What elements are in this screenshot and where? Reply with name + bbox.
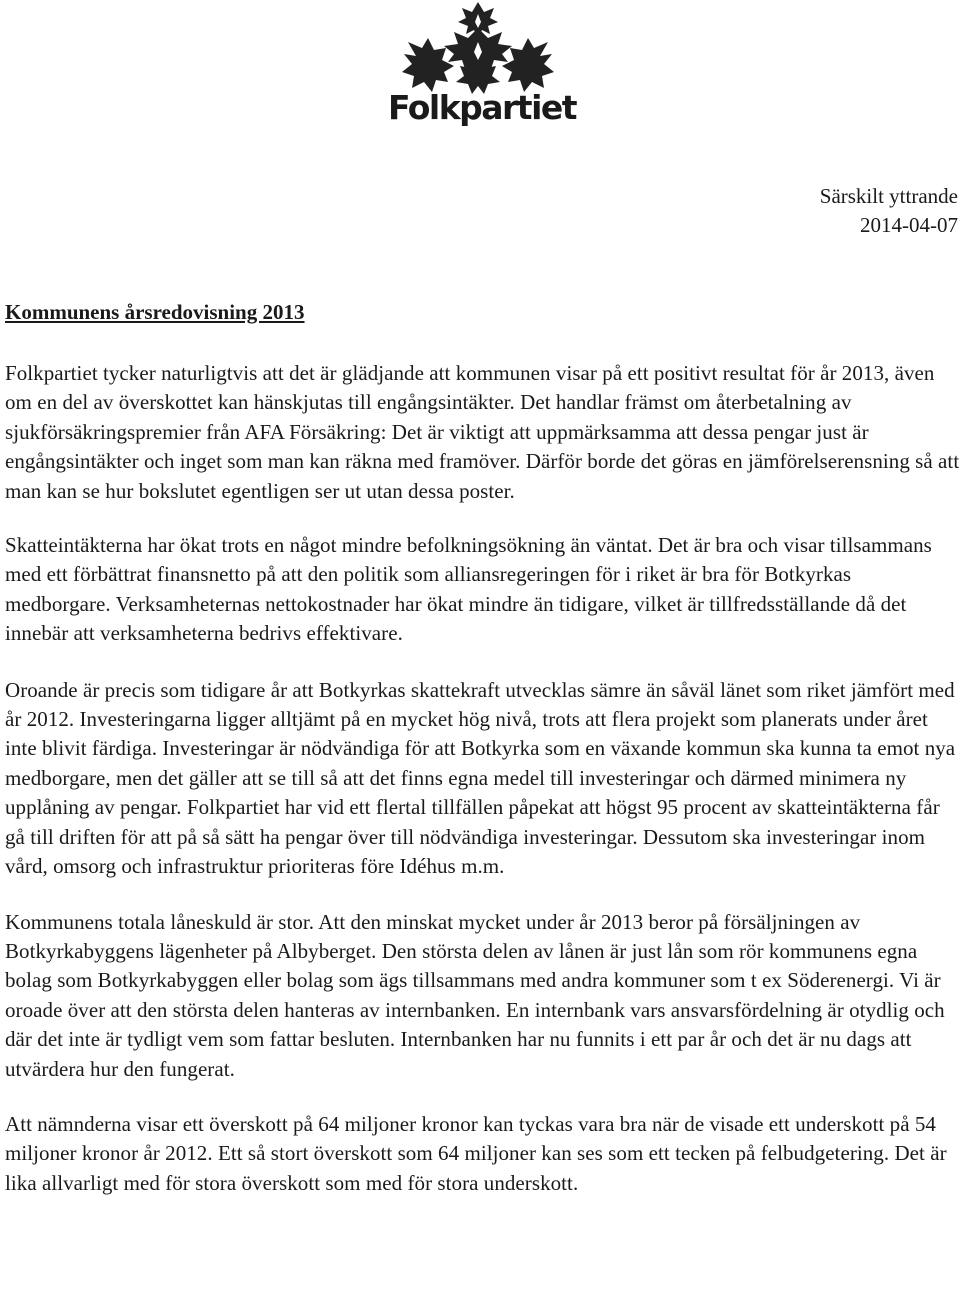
document-date: 2014-04-07 — [860, 213, 958, 237]
paragraph-committee-surplus: Att nämnderna visar ett överskott på 64 miljoner kronor kan tyckas vara bra när de visade ett underskott på 54 miljoner kronor år 2012. Ett så stort överskott som 64 miljoner kan ses som ett tecken på felbudgetering. Det är lika allvarligt med för stora överskott som med för stora underskott. — [5, 1111, 947, 1195]
document-body — [5, 359, 960, 1224]
logo-wordmark: Folkpartiet — [388, 88, 577, 127]
paragraph-results: Folkpartiet tycker naturligtvis att det är glädjande att kommunen visar på ett positivt resultat för år 2013, även om en del av överskottet kan hänskjutas till engångsintäkter. Det handlar främst om återbetalning av sjukförsäkringspremier från AFA Försäkring: Det är viktigt att uppmärksamma att dessa pengar just är engångsintäkter och inget som man kan räkna med framöver. Därför borde det göras en jämförelserensning så att man kan se hur bokslutet egentligen ser ut utan dessa poster. — [5, 361, 960, 503]
document-meta — [820, 182, 958, 240]
paragraph-tax-revenue: Skatteintäkterna har ökat trots en något mindre befolkningsökning än väntat. Det är bra och visar tillsammans med ett förbättrat finansnetto på att den politik som alliansregeringen för i riket är bra för Botkyrkas medborgare. Verksamheternas nettokostnader har ökat mindre än tidigare, vilket är tillfredsställande då det innebär att verksamheterna bedrivs effektivare. — [5, 533, 932, 646]
paragraph-loan-debt: Kommunens totala låneskuld är stor. Att den minskat mycket under år 2013 beror på försäljningen av Botkyrkabyggens lägenheter på Albyberget. Den största delen av lånen är just lån som rör kommunens egna bolag som Botkyrkabyggen eller bolag som ägs tillsammans med andra kommuner som t ex Söderenergi. Vi är oroade över att den största delen hanteras av internbanken. En internbank vars ansvarsfördelning är otydlig och där det inte är tydligt vem som fattar besluten. Internbanken har nu funnits i ett par år och det är nu dags att utvärdera hur den fungerat. — [5, 909, 945, 1081]
document-title: Kommunens årsredovisning 2013 — [5, 300, 305, 324]
party-logo — [388, 2, 577, 140]
document-type: Särskilt yttrande — [819, 184, 958, 208]
paragraph-investments: Oroande är precis som tidigare år att Botkyrkas skattekraft utvecklas sämre än såväl länet som riket jämfört med år 2012. Investeringarna ligger alltjämt på en mycket hög nivå, trots att flera projekt som planerats under året inte blivit färdiga. Investeringar är nödvändiga för att Botkyrka som en växande kommun ska kunna ta emot nya medborgare, men det gäller att se till så att det finns egna medel till investeringar och därmed minimera ny upplåning av pengar. Folkpartiet har vid ett flertal tillfällen påpekat att högst 95 procent av skatteintäkterna får gå till driften för att på så sätt ha pengar över till nödvändiga investeringar. Dessutom ska investeringar inom vård, omsorg och infrastruktur prioriteras före Idéhus m.m. — [5, 677, 956, 879]
folkpartiet-leaf-logo-icon — [398, 2, 558, 94]
